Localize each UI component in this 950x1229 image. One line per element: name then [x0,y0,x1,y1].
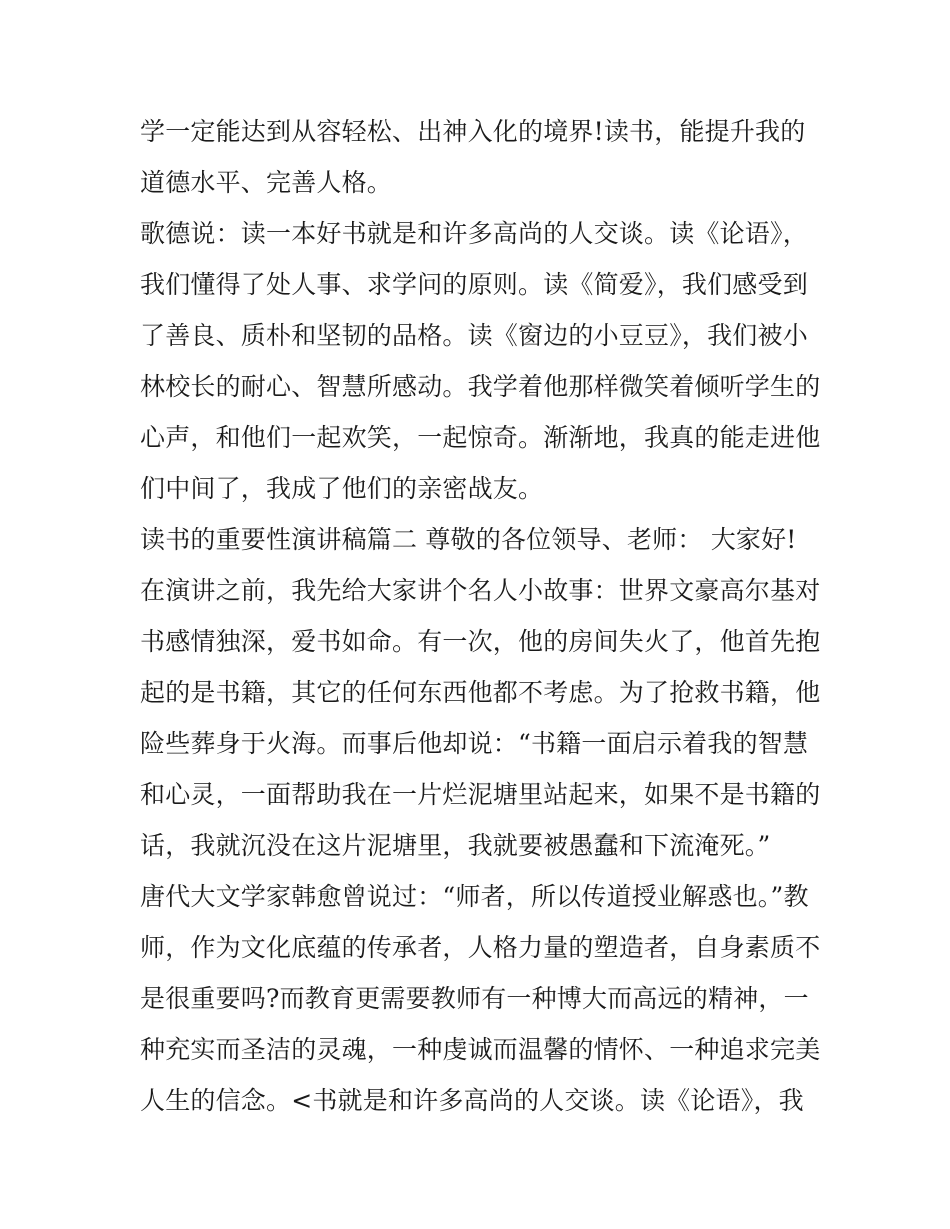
text-line: 们中间了，我成了他们的亲密战友。 [140,474,544,503]
text-line: 险些葬身于火海。而事后他却说：“书籍一面启示着我的智慧 [140,729,809,758]
text-line: 是很重要吗?而教育更需要教师有一种博大而高远的精神，一 [140,984,809,1013]
text-line: 唐代大文学家韩愈曾说过：“师者，所以传道授业解惑也。”教 [140,882,809,911]
text-line: 话，我就沉没在这片泥塘里，我就要被愚蠢和下流淹死。” [140,831,771,860]
text-line: 人生的信念。<书就是和许多高尚的人交谈。读《论语》，我 [140,1086,804,1115]
text-line: 道德水平、完善人格。 [140,168,393,197]
text-line: 我们懂得了处人事、求学问的原则。读《简爱》，我们感受到 [140,270,808,299]
text-line: 了善良、质朴和坚韧的品格。读《窗边的小豆豆》，我们被小 [140,321,808,350]
text-line: 林校长的耐心、智慧所感动。我学着他那样微笑着倾听学生的 [140,372,821,401]
text-line: 心声，和他们一起欢笑，一起惊奇。渐渐地，我真的能走进他 [140,423,821,452]
body-text [140,106,820,1126]
text-line: 和心灵，一面帮助我在一片烂泥塘里站起来，如果不是书籍的 [140,780,821,809]
text-line: 起的是书籍，其它的任何东西他都不考虑。为了抢救书籍，他 [140,678,821,707]
text-line: 歌德说：读一本好书就是和许多高尚的人交谈。读《论语》， [140,219,808,248]
text-line: 读书的重要性演讲稿篇二 尊敬的各位领导、老师： 大家好! [140,525,797,554]
text-line: 书感情独深，爱书如命。有一次，他的房间失火了，他首先抱 [140,627,821,656]
text-line: 学一定能达到从容轻松、出神入化的境界!读书，能提升我的 [140,117,806,146]
text-line: 种充实而圣洁的灵魂，一种虔诚而温馨的情怀、一种追求完美 [140,1035,821,1064]
text-line: 师，作为文化底蕴的传承者，人格力量的塑造者，自身素质不 [140,933,821,962]
text-line: 在演讲之前，我先给大家讲个名人小故事：世界文豪高尔基对 [140,576,821,605]
